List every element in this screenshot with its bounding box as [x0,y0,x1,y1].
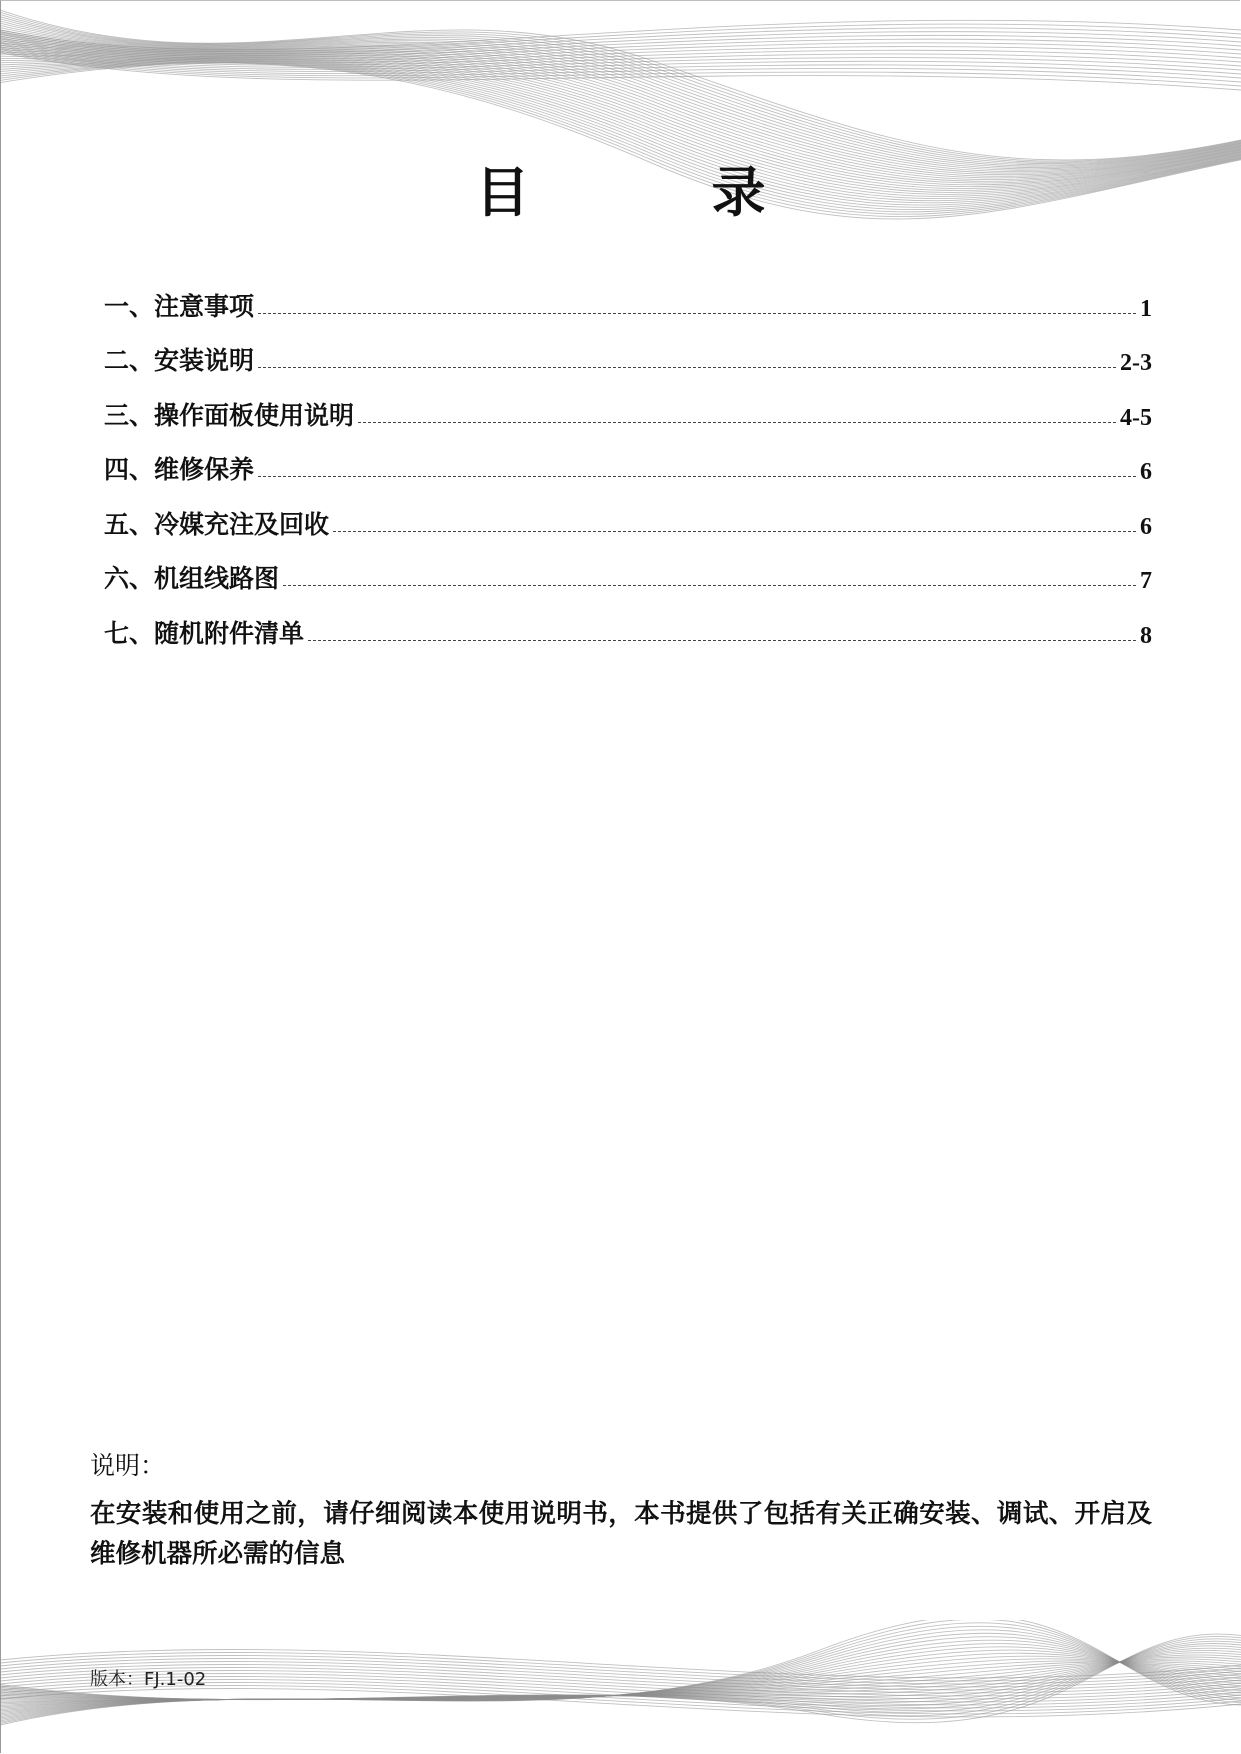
toc-entry[interactable] [104,323,1152,378]
toc-entry-page: 4-5 [1120,404,1152,431]
page-title: 目 录 [475,160,830,224]
toc-leader-dashes [283,585,1136,586]
toc-entry-label: 七、随机附件清单 [104,618,305,648]
table-of-contents [104,268,1152,650]
toc-entry[interactable] [104,541,1152,596]
toc-entry-label: 一、注意事项 [104,291,255,321]
toc-entry-label: 三、操作面板使用说明 [104,400,355,430]
toc-entry-label: 六、机组线路图 [104,564,280,593]
note-heading: 说明： [90,1451,166,1480]
toc-entry-page: 6 [1140,513,1152,540]
toc-entry-label: 四、维修保养 [104,455,255,484]
toc-entry-label: 五、冷媒充注及回收 [104,509,330,539]
toc-leader-dashes [258,313,1136,314]
toc-leader-dashes [308,640,1136,641]
toc-leader-dashes [258,367,1116,368]
toc-entry[interactable] [104,486,1152,541]
toc-entry-page: 8 [1140,622,1152,649]
toc-entry-label: 二、安装说明 [104,346,255,375]
toc-entry-page: 7 [1140,568,1152,594]
toc-entry[interactable] [104,268,1152,323]
toc-entry-page: 1 [1140,295,1152,322]
toc-entry-page: 6 [1140,459,1152,485]
toc-entry[interactable] [104,432,1152,487]
toc-entry[interactable] [104,595,1152,650]
toc-leader-dashes [258,476,1136,477]
toc-leader-dashes [358,422,1116,423]
note-body: 在安装和使用之前，请仔细阅读本使用说明书，本书提供了包括有关正确安装、调试、开启及维修机器所必需的信息 [90,1499,1152,1569]
toc-leader-dashes [333,531,1136,532]
version-label: 版本：FJ.1-02 [90,1669,207,1690]
toc-entry-page: 2-3 [1120,350,1152,376]
toc-entry[interactable] [104,377,1152,432]
